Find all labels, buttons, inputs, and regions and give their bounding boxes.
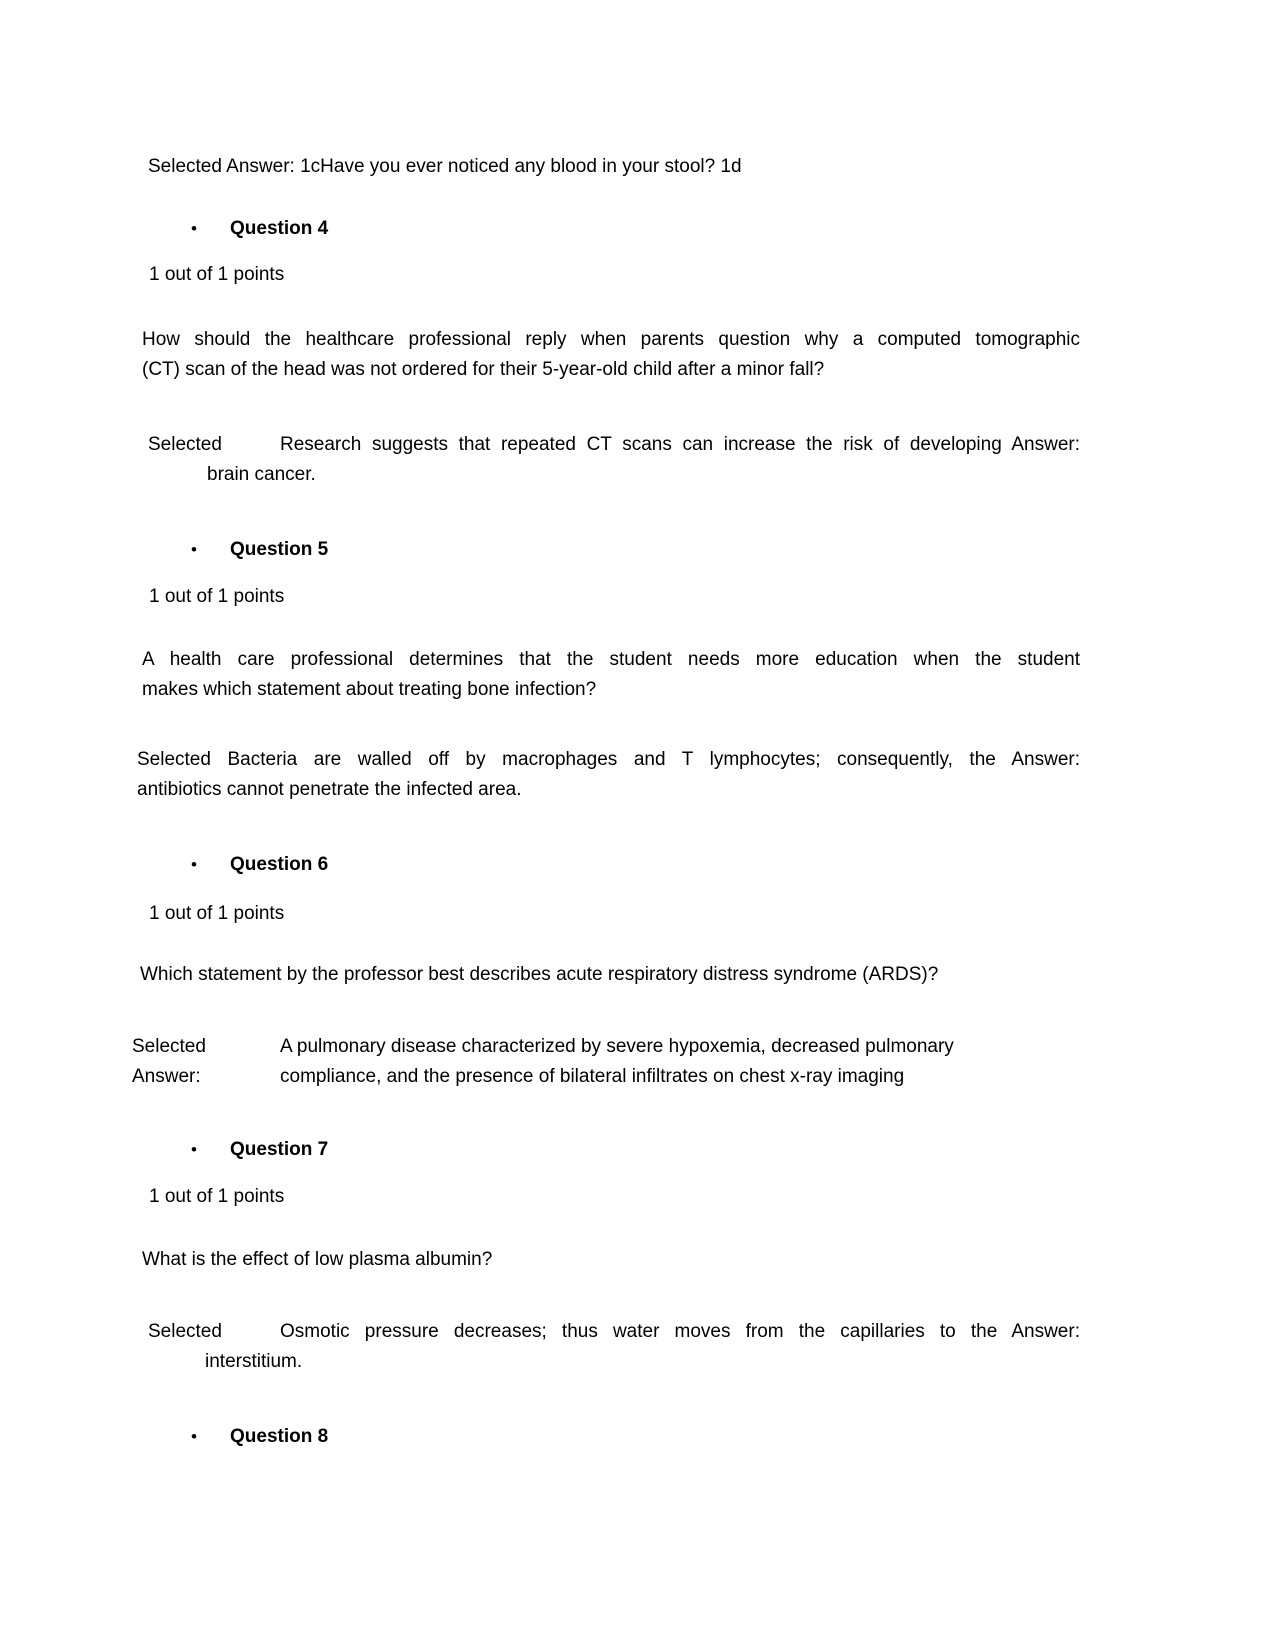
question-7-title: Question 7 xyxy=(230,1139,329,1160)
question-4-answer-row xyxy=(148,430,1080,460)
question-6-title: Question 6 xyxy=(230,854,329,875)
question-6-answer-label xyxy=(132,1032,280,1092)
question-8-heading xyxy=(191,1422,328,1452)
question-7-answer-label: Selected xyxy=(148,1321,222,1342)
answer-label-line-2: Answer: xyxy=(132,1066,201,1087)
question-6-heading xyxy=(191,850,328,880)
question-7-text-line-1: What is the effect of low plasma albumin? xyxy=(142,1249,493,1270)
question-7-points: 1 out of 1 points xyxy=(149,1186,285,1207)
answer-label-line-1: Selected xyxy=(132,1036,206,1057)
question-4-title: Question 4 xyxy=(230,218,329,239)
question-6-answer-text xyxy=(280,1032,954,1092)
question-4-answer-continuation: brain cancer. xyxy=(207,464,316,485)
bullet-icon: • xyxy=(191,1427,197,1446)
question-5-text-line-1: A health care professional determines that the student needs more education when the student xyxy=(142,649,1080,670)
question-6-points: 1 out of 1 points xyxy=(149,903,285,924)
bullet-icon: • xyxy=(191,1140,197,1159)
answer-text-line-1: A pulmonary disease characterized by severe hypoxemia, decreased pulmonary xyxy=(280,1036,954,1057)
question-5-heading xyxy=(191,535,328,565)
question-4-text-line-1: How should the healthcare professional reply when parents question why a computed tomographic xyxy=(142,329,1080,350)
question-7-answer-row xyxy=(148,1317,1080,1347)
question-5-answer-continuation: antibiotics cannot penetrate the infected area. xyxy=(137,779,522,800)
question-4-answer-label: Selected xyxy=(148,434,222,455)
question-4-points: 1 out of 1 points xyxy=(149,264,285,285)
bullet-icon: • xyxy=(191,540,197,559)
question-7-answer-continuation: interstitium. xyxy=(205,1351,303,1372)
selected-answer-carryover-line: Selected Answer: 1cHave you ever noticed any blood in your stool? 1d xyxy=(148,156,742,177)
question-4-text-line-2: (CT) scan of the head was not ordered for their 5-year-old child after a minor fall? xyxy=(142,359,825,380)
question-8-title: Question 8 xyxy=(230,1426,329,1447)
question-5-text-line-2: makes which statement about treating bone infection? xyxy=(142,679,597,700)
question-6-answer-row xyxy=(132,1032,954,1092)
question-5-answer-line-1: Selected Bacteria are walled off by macrophages and T lymphocytes; consequently, the Answer: xyxy=(137,749,1080,770)
answer-text-line-2: compliance, and the presence of bilateral infiltrates on chest x-ray imaging xyxy=(280,1066,905,1087)
question-5-points: 1 out of 1 points xyxy=(149,586,285,607)
question-6-text-line-1: Which statement by the professor best describes acute respiratory distress syndrome (ARDS)? xyxy=(140,964,939,985)
question-7-answer-text: Osmotic pressure decreases; thus water moves from the capillaries to the Answer: xyxy=(280,1321,1080,1342)
bullet-icon: • xyxy=(191,855,197,874)
bullet-icon: • xyxy=(191,219,197,238)
question-5-title: Question 5 xyxy=(230,539,329,560)
question-4-answer-text: Research suggests that repeated CT scans can increase the risk of developing Answer: xyxy=(280,434,1080,455)
question-7-heading xyxy=(191,1135,328,1165)
question-4-heading xyxy=(191,214,328,244)
